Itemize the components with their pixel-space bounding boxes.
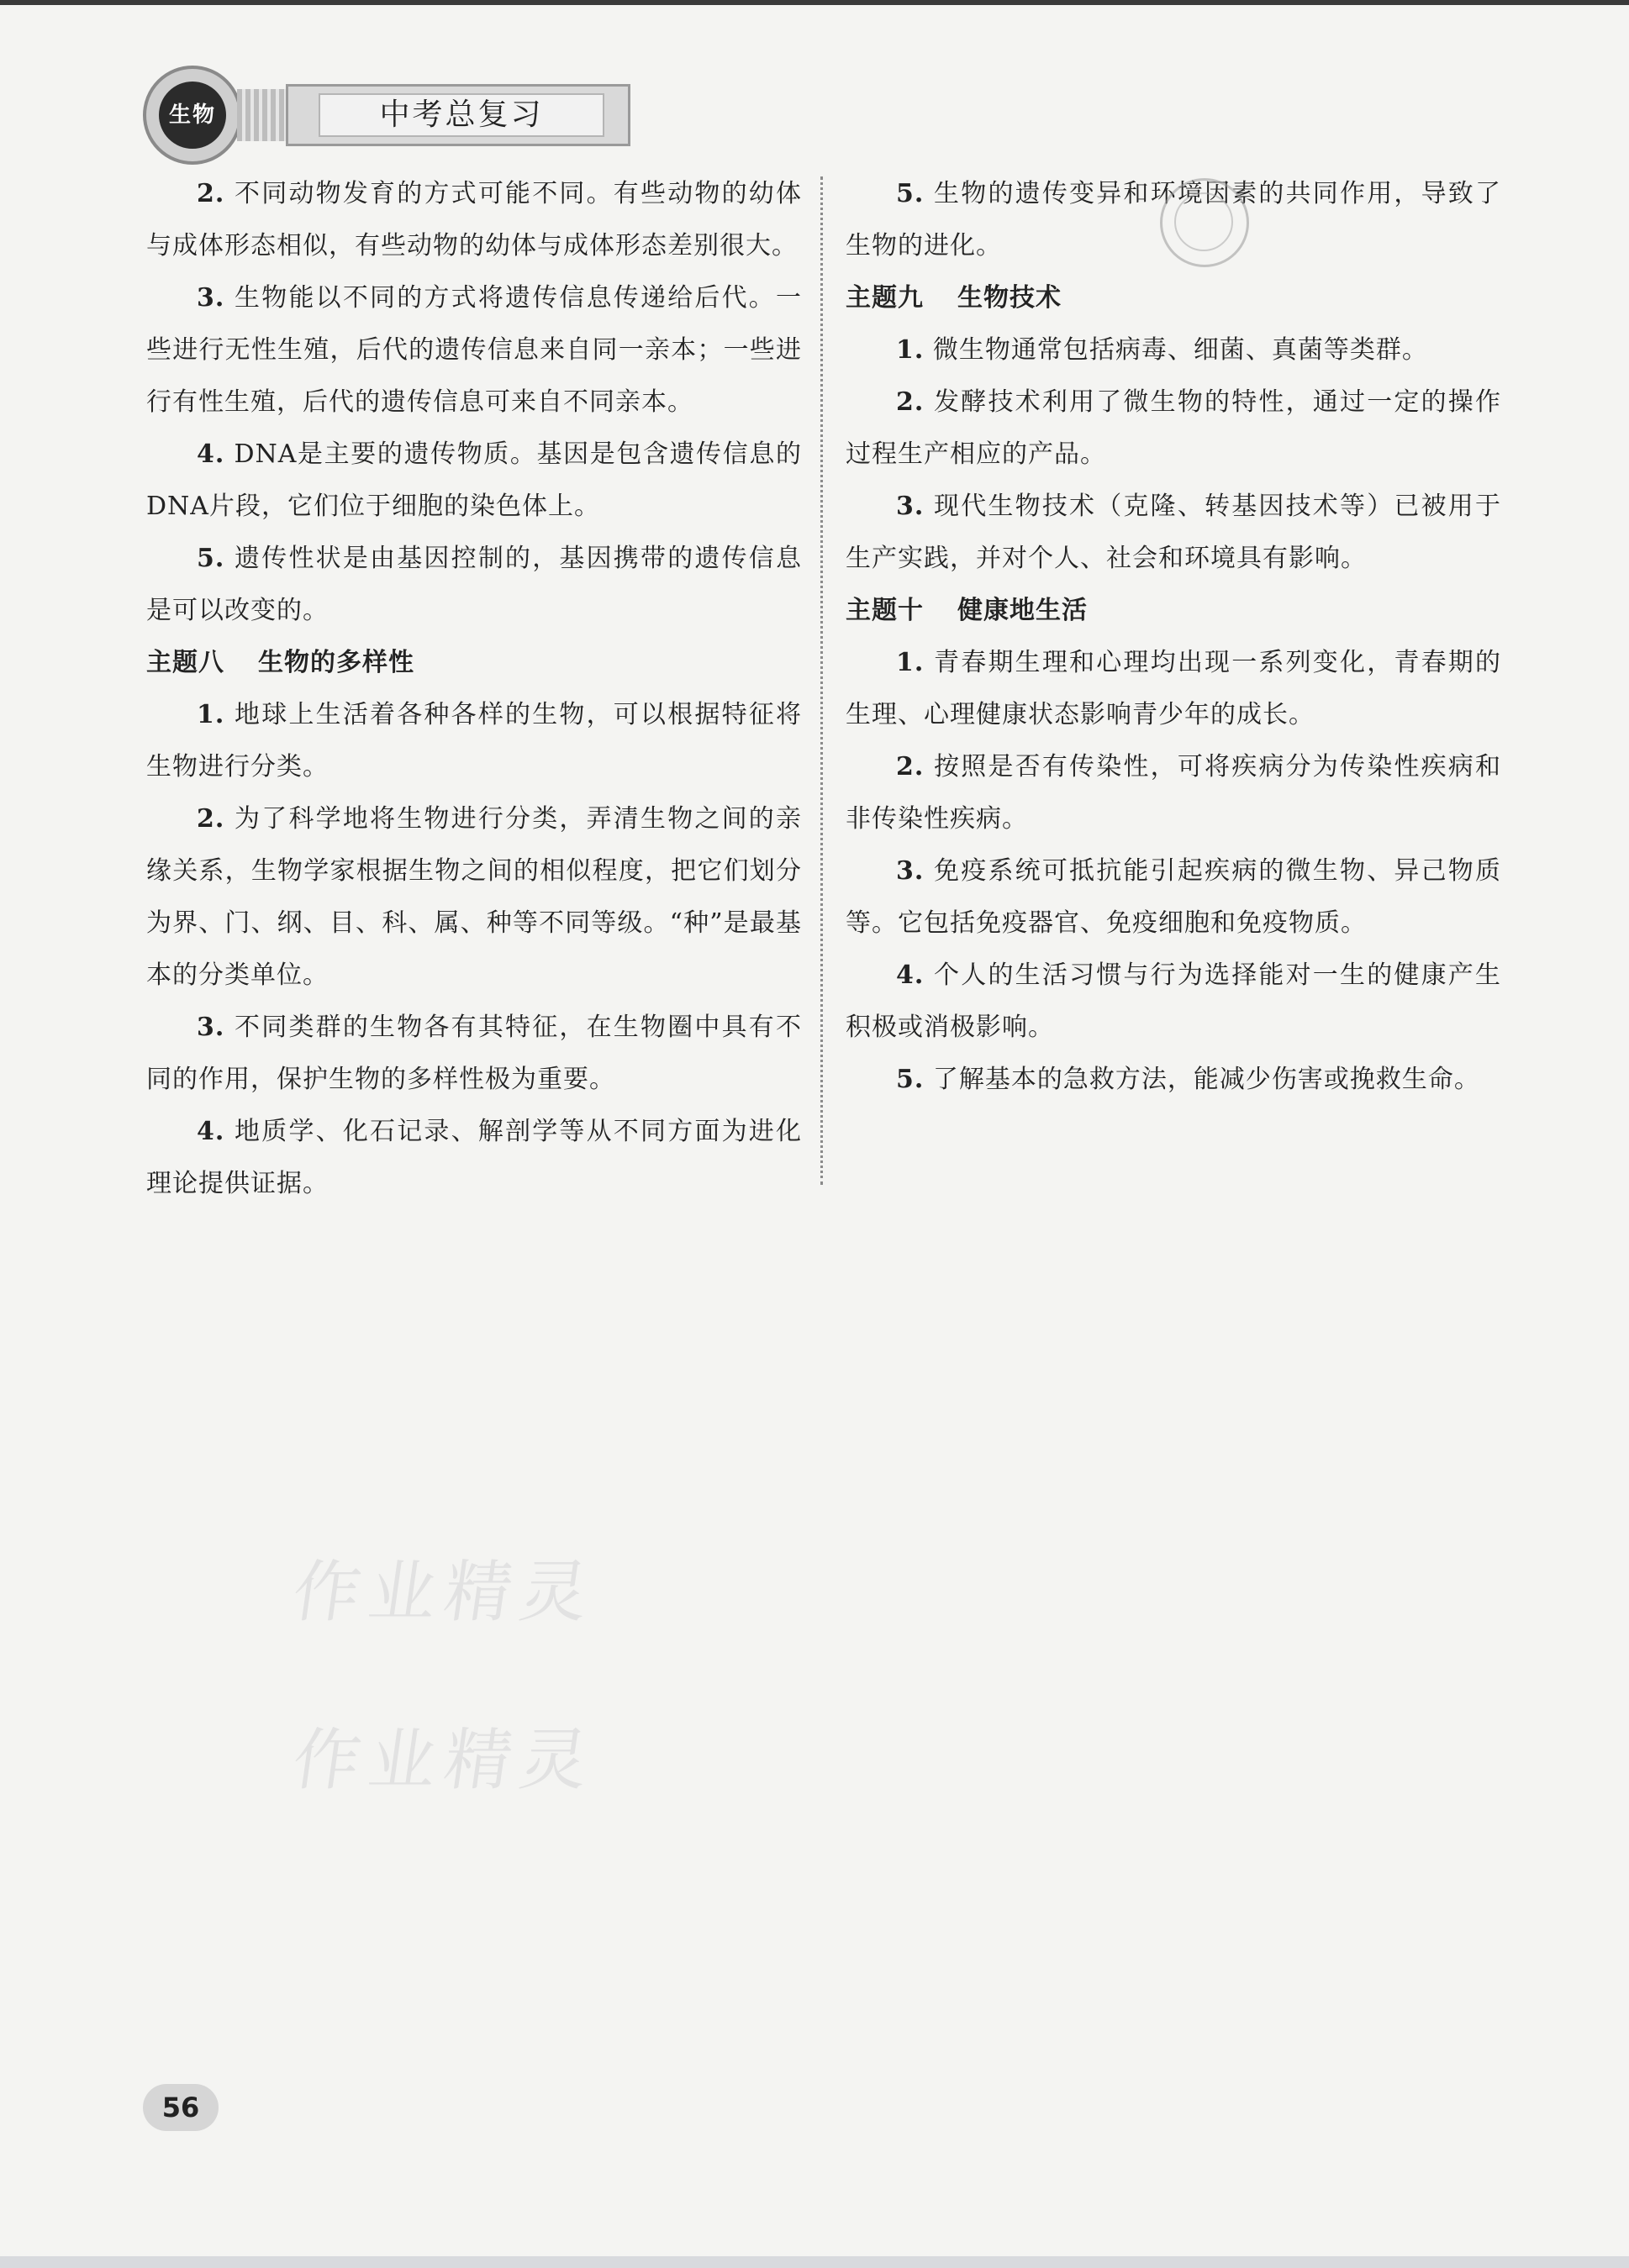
paragraph: 2. 为了科学地将生物进行分类，弄清生物之间的亲缘关系，生物学家根据生物之间的相似程度，把它们划分为界、门、纲、目、科、属、种等不同等级。“种”是最基本的分类单位。	[146, 804, 802, 990]
subject-label: 生物	[159, 82, 226, 149]
paragraph: 5. 了解基本的急救方法，能减少伤害或挽救生命。	[896, 1065, 1480, 1094]
paragraph: 3. 现代生物技术（克隆、转基因技术等）已被用于生产实践，并对个人、社会和环境具有影响。	[846, 492, 1501, 573]
page-header	[143, 66, 630, 166]
top-edge-line	[0, 0, 1629, 5]
watermark-text: 作业精灵	[287, 1553, 602, 1631]
topic-heading: 主题十 健康地生活	[846, 596, 1088, 625]
paragraph: 2. 不同动物发育的方式可能不同。有些动物的幼体与成体形态相似，有些动物的幼体与成体形态差别很大。	[146, 179, 802, 260]
paragraph: 1. 微生物通常包括病毒、细菌、真菌等类群。	[896, 335, 1428, 365]
paragraph: 4. DNA是主要的遗传物质。基因是包含遗传信息的DNA片段，它们位于细胞的染色体上。	[146, 439, 802, 521]
right-column	[846, 168, 1501, 1106]
bottom-edge	[0, 2256, 1629, 2268]
header-banner	[286, 84, 630, 146]
paragraph: 2. 按照是否有传染性，可将疾病分为传染性疾病和非传染性疾病。	[846, 752, 1501, 834]
paragraph: 3. 免疫系统可抵抗能引起疾病的微生物、异己物质等。它包括免疫器官、免疫细胞和免疫物质。	[846, 856, 1501, 938]
paragraph: 3. 生物能以不同的方式将遗传信息传递给后代。一些进行无性生殖，后代的遗传信息来自同一亲本；一些进行有性生殖，后代的遗传信息可来自不同亲本。	[146, 283, 802, 417]
header-stripes	[237, 89, 287, 141]
paragraph: 1. 青春期生理和心理均出现一系列变化，青春期的生理、心理健康状态影响青少年的成长。	[846, 648, 1501, 729]
paragraph: 2. 发酵技术利用了微生物的特性，通过一定的操作过程生产相应的产品。	[846, 387, 1501, 469]
page-number: 56	[143, 2084, 219, 2131]
topic-heading: 主题九 生物技术	[846, 283, 1062, 313]
paragraph: 3. 不同类群的生物各有其特征，在生物圈中具有不同的作用，保护生物的多样性极为重要。	[146, 1013, 802, 1094]
stamp-seal	[1160, 178, 1249, 267]
topic-heading: 主题八 生物的多样性	[146, 648, 414, 677]
paragraph: 5. 生物的遗传变异和环境因素的共同作用，导致了生物的进化。	[846, 179, 1501, 260]
paragraph: 4. 地质学、化石记录、解剖学等从不同方面为进化理论提供证据。	[146, 1117, 802, 1198]
watermark-text: 作业精灵	[287, 1721, 602, 1799]
header-title: 中考总复习	[319, 93, 604, 137]
paragraph: 5. 遗传性状是由基因控制的，基因携带的遗传信息是可以改变的。	[146, 544, 802, 625]
paragraph: 4. 个人的生活习惯与行为选择能对一生的健康产生积极或消极影响。	[846, 960, 1501, 1042]
paragraph: 1. 地球上生活着各种各样的生物，可以根据特征将生物进行分类。	[146, 700, 802, 781]
column-divider	[820, 176, 823, 1185]
subject-badge	[143, 66, 242, 165]
left-column	[146, 168, 802, 1210]
